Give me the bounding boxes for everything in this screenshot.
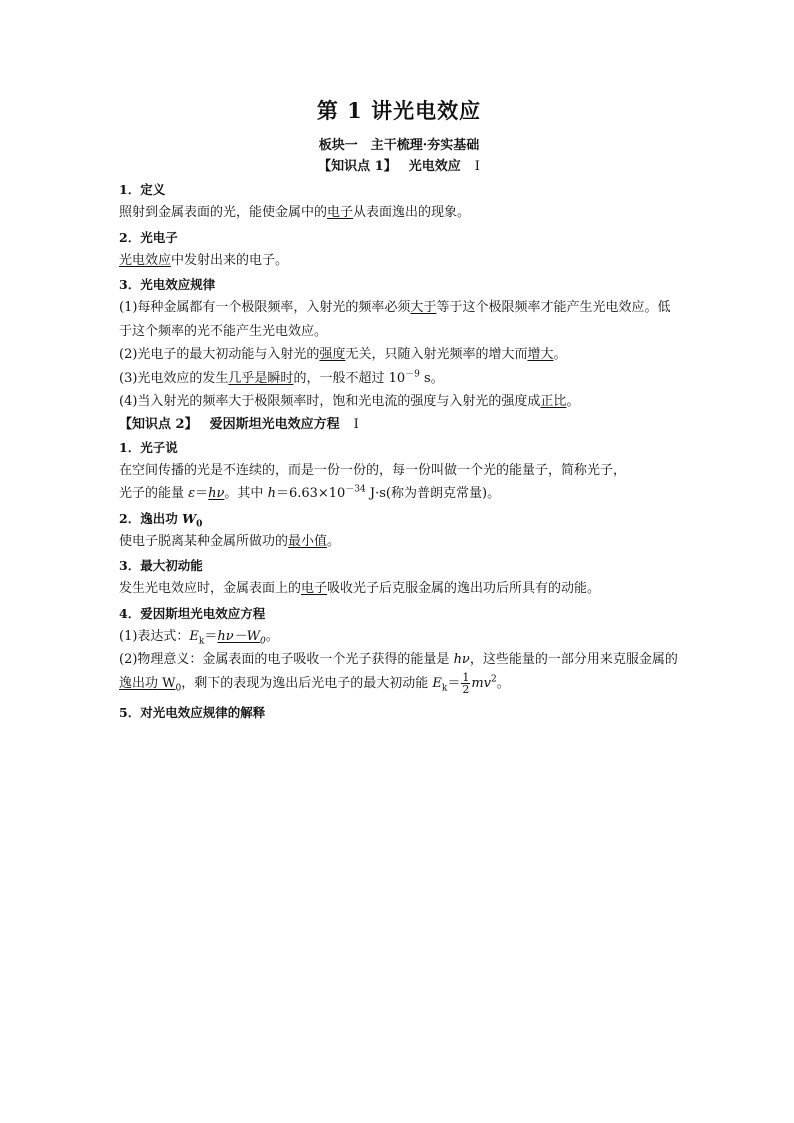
rule-3: (3)光电效应的发生几乎是瞬时的，一般不超过 $10^{-9}$ s。 (119, 369, 444, 386)
knowledge-point-1 (119, 156, 679, 177)
rule-2: (2)光电子的最大初动能与入射光的强度无关，只随入射光频率的增大而增大。 (119, 347, 567, 362)
rule-4: (4)当入射光的频率大于极限频率时，饱和光电流的强度与入射光的强度成正比。 (119, 394, 580, 409)
photoelectron-text: 光电效应中发射出来的电子。 (119, 252, 289, 268)
definition-heading: 1．定义 (119, 182, 166, 197)
photon-theory-text: 在空间传播的光是不连续的，而是一份一份的，每一份叫做一个光的能量子，简称光子， 光子的能量 ε＝hν。其中 $h=6.63\times 10^{-34}$ J·s(称为普朗克常量)。 (119, 462, 627, 501)
work-function-text: 使电子脱离某种金属所做功的最小值。 (119, 533, 341, 549)
kp1-name: 光电效应 (408, 159, 461, 174)
max-kinetic-energy-heading: 3．最大初动能 (119, 558, 203, 573)
section-heading: 板块一 主干梳理·夯实基础 (318, 138, 480, 153)
photoelectron-heading: 2．光电子 (119, 229, 178, 245)
kp1-level: Ⅰ (474, 159, 480, 174)
definition-text: 照射到金属表面的光，能使金属中的电子从表面逸出的现象。 (119, 205, 471, 220)
knowledge-point-2 (119, 414, 679, 435)
kp2-level: Ⅰ (353, 416, 359, 432)
einstein-equation-heading: 4．爱因斯坦光电效应方程 (119, 605, 266, 621)
kp2-label: 【知识点 2】 (119, 416, 198, 432)
photon-theory-heading: 1．光子说 (119, 439, 178, 455)
lecture-title: 第 1 讲光电效应 (316, 98, 482, 123)
half-fraction: $\frac{1}{2}$ (462, 670, 470, 696)
equation-expression: (1)表达式：$E_k=h\nu-W_0$。 (119, 628, 279, 647)
max-kinetic-energy-text: 发生光电效应时，金属表面上的电子吸收光子后克服金属的逸出功后所具有的动能。 (119, 581, 601, 596)
kp1-label: 【知识点 1】 (318, 159, 397, 174)
equation-meaning: (2)物理意义：金属表面的电子吸收一个光子获得的能量是 hν，这些能量的一部分用来克服金属的逸出功 $W_0$，剩下的表现为逸出后光电子的最大初动能 $E_k=$ $\frac{1}{2}$ $mv^2$。 (119, 652, 678, 696)
rule-1: (1)每种金属都有一个极限频率，入射光的频率必须大于等于这个极限频率才能产生光电效应。低于这个频率的光不能产生光电效应。 (119, 300, 671, 339)
kp2-name: 爱因斯坦光电效应方程 (209, 416, 340, 432)
document-page (119, 96, 679, 724)
rule-explanation-heading: 5．对光电效应规律的解释 (119, 705, 266, 720)
work-function-heading: 2．逸出功 $W_0$ (119, 510, 203, 529)
rules-heading: 3．光电效应规律 (119, 277, 216, 292)
